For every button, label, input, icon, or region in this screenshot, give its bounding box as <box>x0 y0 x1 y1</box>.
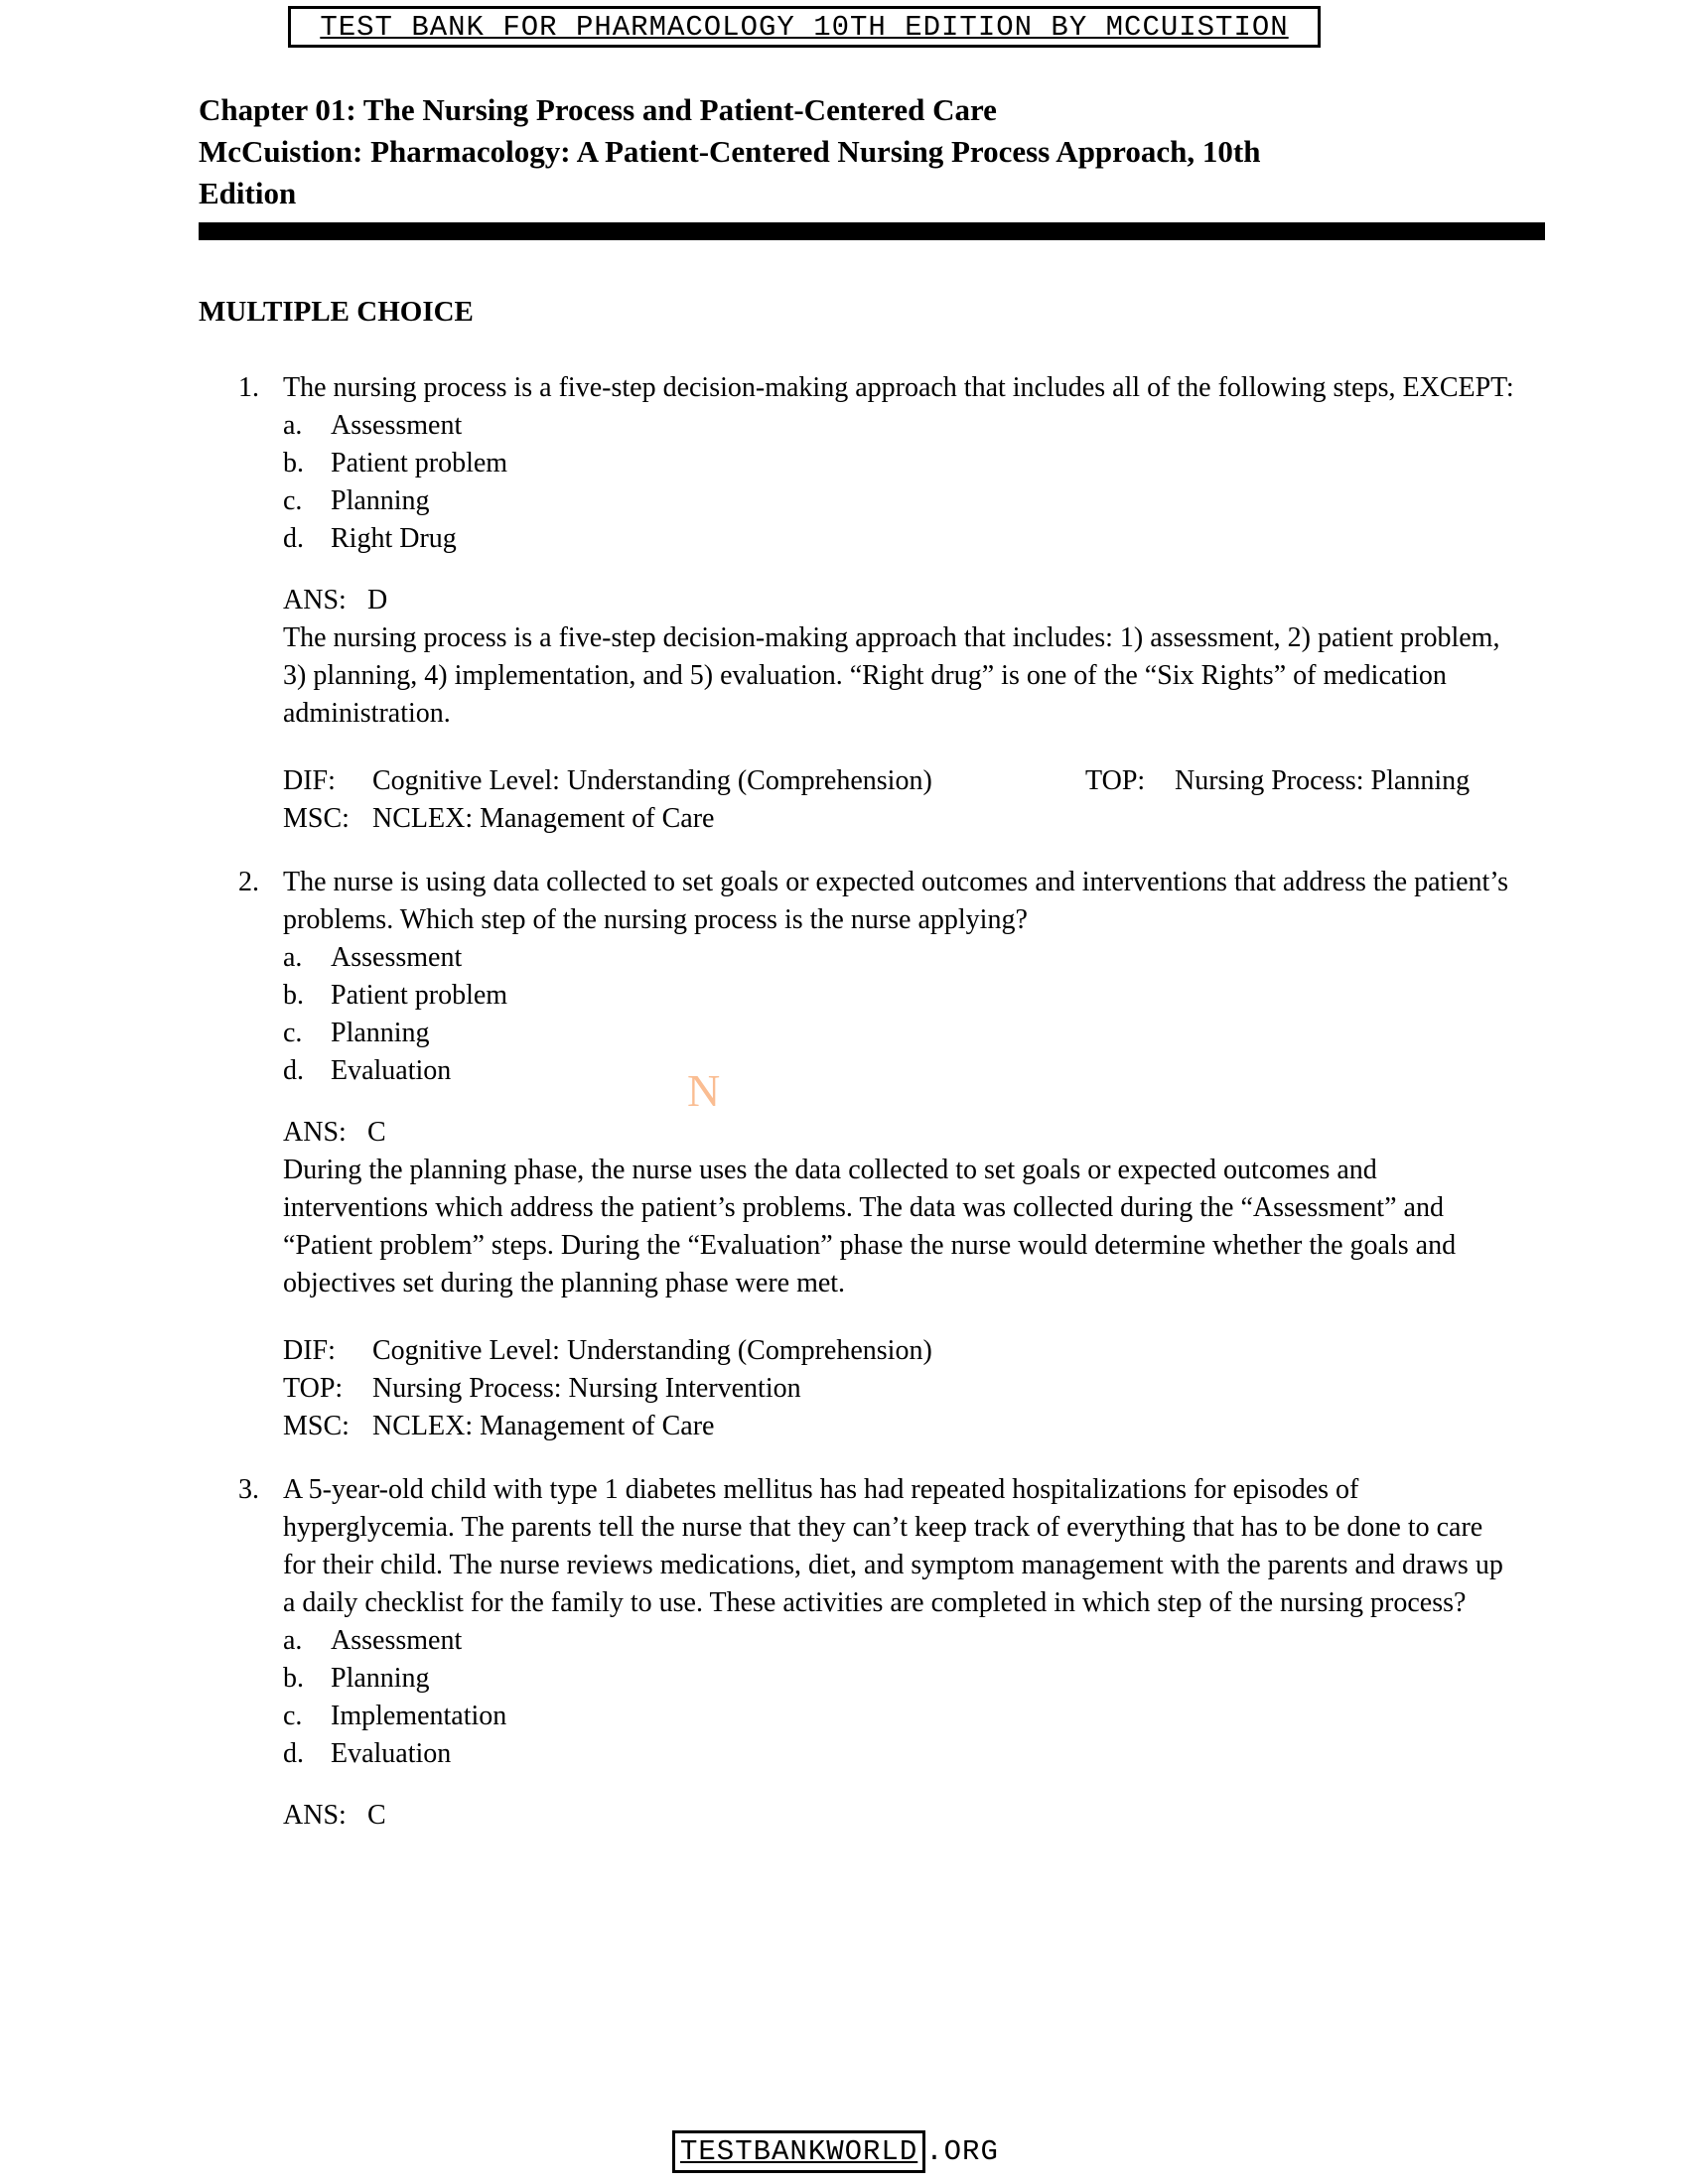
msc-pair <box>283 800 714 838</box>
dif-value: Cognitive Level: Understanding (Comprehension) <box>372 1335 932 1366</box>
option-row <box>283 1660 1545 1698</box>
top-pair <box>283 1370 801 1408</box>
option-row <box>283 1698 1545 1735</box>
option-letter: b. <box>283 980 304 1011</box>
option-row <box>283 407 1545 445</box>
banner-link-text[interactable]: TEST BANK FOR PHARMACOLOGY 10TH EDITION BY MCCUISTION <box>320 10 1289 44</box>
question-stem: A 5-year-old child with type 1 diabetes mellitus has had repeated hospitalizations for episodes of hyperglycemia. The parents tell the nurse that they can’t keep track of everything that has to be done to care for their child. The nurse reviews medications, diet, and symptom management with the parents and draws up a daily checklist for the family to use. These activities are completed in which step of the nursing process? <box>283 1474 1503 1618</box>
option-text: Planning <box>331 1663 430 1694</box>
answer-label: ANS: <box>283 1800 347 1831</box>
question-item-2 <box>199 864 1545 1445</box>
answer-block <box>283 1114 1514 1302</box>
meta-row <box>283 1408 1530 1445</box>
option-text: Implementation <box>331 1701 507 1731</box>
meta-row <box>283 800 1530 838</box>
msc-label: MSC: <box>283 1411 350 1441</box>
option-text: Assessment <box>331 1625 463 1656</box>
msc-label: MSC: <box>283 803 350 834</box>
question-item-1 <box>199 369 1545 838</box>
question-stem-row <box>199 1471 1545 1622</box>
option-letter: d. <box>283 523 304 554</box>
section-heading: MULTIPLE CHOICE <box>199 296 474 328</box>
top-pair <box>1085 762 1470 800</box>
chapter-title-line: Edition <box>199 176 297 210</box>
answer-line <box>283 582 1514 619</box>
option-text: Assessment <box>331 942 463 973</box>
top-label: TOP: <box>1085 765 1146 796</box>
top-value: Nursing Process: Planning <box>1175 765 1471 796</box>
answer-line <box>283 1797 1514 1835</box>
option-text: Evaluation <box>331 1738 452 1769</box>
option-letter: b. <box>283 1663 304 1694</box>
title-divider-rule <box>199 222 1545 240</box>
answer-value: C <box>367 1800 386 1831</box>
option-row <box>283 1622 1545 1660</box>
meta-row <box>283 1370 1530 1408</box>
option-letter: a. <box>283 1625 303 1656</box>
footer-suffix: .ORG <box>925 2135 999 2168</box>
msc-pair <box>283 1408 714 1445</box>
banner-link-box[interactable] <box>288 6 1321 48</box>
watermark-letter: N <box>687 1065 721 1116</box>
option-row <box>283 1735 1545 1773</box>
answer-block <box>283 582 1514 733</box>
footer <box>672 2130 999 2173</box>
question-stem-row <box>199 369 1545 407</box>
option-row <box>283 939 1545 977</box>
rationale-text: During the planning phase, the nurse uses the data collected to set goals or expected outcomes and interventions which address the patient’s problems. The data was collected during the “Assessment” and “Patient problem” steps. During the “Evaluation” phase the nurse would determine whether the goals and objectives set during the planning phase were met. <box>283 1155 1457 1298</box>
option-text: Patient problem <box>331 980 508 1011</box>
question-list <box>199 369 1545 1835</box>
top-value: Nursing Process: Nursing Intervention <box>372 1373 801 1404</box>
question-number: 3. <box>238 1474 259 1505</box>
option-text: Assessment <box>331 410 463 441</box>
option-row <box>283 445 1545 482</box>
question-item-3 <box>199 1471 1545 1835</box>
answer-value: C <box>367 1117 386 1148</box>
option-letter: a. <box>283 942 303 973</box>
dif-pair <box>283 762 1085 800</box>
chapter-title-line: McCuistion: Pharmacology: A Patient-Centered Nursing Process Approach, 10th <box>199 134 1261 169</box>
meta-row <box>283 1332 1530 1370</box>
option-letter: b. <box>283 448 304 478</box>
option-letter: d. <box>283 1055 304 1086</box>
option-letter: c. <box>283 1018 303 1048</box>
footer-link-text[interactable]: TESTBANKWORLD <box>680 2135 918 2168</box>
answer-value: D <box>367 585 388 615</box>
question-stem: The nursing process is a five-step decision-making approach that includes all of the following steps, EXCEPT: <box>283 372 1514 403</box>
question-stem: The nurse is using data collected to set goals or expected outcomes and interventions that address the patient’s problems. Which step of the nursing process is the nurse applying? <box>283 867 1508 935</box>
chapter-title-line: Chapter 01: The Nursing Process and Patient-Centered Care <box>199 92 997 127</box>
msc-value: NCLEX: Management of Care <box>372 1411 715 1441</box>
answer-line <box>283 1114 1514 1152</box>
option-letter: d. <box>283 1738 304 1769</box>
dif-pair <box>283 1332 932 1370</box>
question-stem-row <box>199 864 1545 939</box>
option-row <box>283 1015 1545 1052</box>
option-letter: c. <box>283 1701 303 1731</box>
option-text: Patient problem <box>331 448 508 478</box>
rationale-text: The nursing process is a five-step decision-making approach that includes: 1) assessment, 2) patient problem, 3) planning, 4) implementation, and 5) evaluation. “Right drug” is one of the “Six Rights” of medication administration. <box>283 622 1500 729</box>
dif-value: Cognitive Level: Understanding (Comprehension) <box>372 765 932 796</box>
msc-value: NCLEX: Management of Care <box>372 803 715 834</box>
answer-block <box>283 1797 1514 1835</box>
option-row <box>283 977 1545 1015</box>
option-text: Right Drug <box>331 523 457 554</box>
question-number: 2. <box>238 867 259 897</box>
question-meta <box>283 1332 1530 1445</box>
dif-label: DIF: <box>283 765 336 796</box>
option-row <box>283 520 1545 558</box>
option-letter: c. <box>283 485 303 516</box>
answer-label: ANS: <box>283 1117 347 1148</box>
answer-label: ANS: <box>283 585 347 615</box>
option-text: Planning <box>331 485 430 516</box>
footer-link-box[interactable] <box>672 2130 925 2173</box>
option-text: Evaluation <box>331 1055 452 1086</box>
question-meta <box>283 762 1530 838</box>
option-row <box>283 1052 1545 1090</box>
meta-row <box>283 762 1530 800</box>
option-text: Planning <box>331 1018 430 1048</box>
top-label: TOP: <box>283 1373 344 1404</box>
question-number: 1. <box>238 372 259 403</box>
chapter-title <box>199 89 1545 214</box>
option-row <box>283 482 1545 520</box>
option-letter: a. <box>283 410 303 441</box>
dif-label: DIF: <box>283 1335 336 1366</box>
